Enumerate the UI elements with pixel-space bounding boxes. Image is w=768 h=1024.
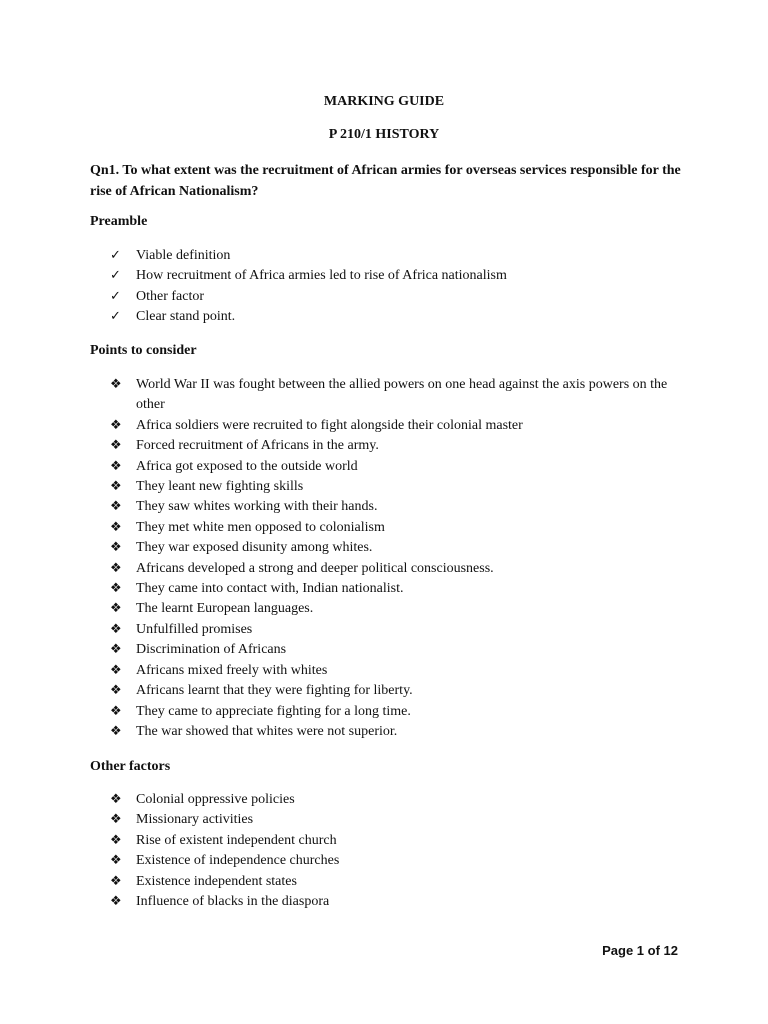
list-item-text: Existence of independence churches (136, 853, 340, 869)
diamond-bullet-icon: ❖ (110, 723, 122, 739)
list-item (110, 477, 690, 497)
list-item (110, 559, 690, 579)
diamond-bullet-icon: ❖ (110, 499, 122, 515)
list-item-text: Africans mixed freely with whites (136, 662, 328, 678)
check-icon: ✓ (110, 288, 121, 304)
list-item-text: They saw whites working with their hands. (136, 499, 378, 515)
list-item-text: Rise of existent independent church (136, 832, 337, 848)
list-item-text: Viable definition (136, 248, 231, 263)
list-item-text: They leant new fighting skills (136, 479, 304, 495)
diamond-bullet-icon: ❖ (110, 894, 122, 910)
list-item-text: Africa soldiers were recruited to fight alongside their colonial master (136, 417, 523, 433)
list-item (110, 661, 690, 681)
list-item-text: They met white men opposed to colonialism (136, 519, 385, 535)
list-item-text: Africans developed a strong and deeper political consciousness. (136, 560, 494, 576)
list-item (110, 872, 690, 892)
diamond-bullet-icon: ❖ (110, 540, 122, 556)
list-item (110, 640, 690, 660)
points-heading: Points to consider (90, 343, 197, 358)
document-subtitle: P 210/1 HISTORY (328, 127, 440, 142)
other-factors-heading: Other factors (90, 759, 171, 774)
preamble-list (110, 246, 690, 328)
diamond-bullet-icon: ❖ (110, 662, 122, 678)
list-item (110, 287, 690, 307)
list-item (110, 599, 690, 619)
list-item-text: Clear stand point. (136, 309, 236, 325)
diamond-bullet-icon: ❖ (110, 601, 122, 617)
list-item (110, 702, 690, 722)
list-item-text: How recruitment of Africa armies led to rise of Africa nationalism (136, 268, 507, 284)
diamond-bullet-icon: ❖ (110, 832, 122, 848)
diamond-bullet-icon: ❖ (110, 873, 122, 889)
check-icon: ✓ (110, 309, 121, 325)
points-list (110, 375, 690, 742)
list-item (110, 375, 690, 416)
diamond-bullet-icon: ❖ (110, 519, 122, 535)
list-item-text: Forced recruitment of Africans in the army. (136, 438, 379, 454)
list-item (110, 810, 690, 830)
diamond-bullet-icon: ❖ (110, 417, 122, 433)
list-item-text: Existence independent states (136, 873, 297, 889)
list-item (110, 497, 690, 517)
list-item (110, 246, 690, 266)
list-item-text: Missionary activities (136, 812, 254, 828)
diamond-bullet-icon: ❖ (110, 377, 122, 392)
diamond-bullet-icon: ❖ (110, 621, 122, 637)
check-icon: ✓ (110, 268, 121, 284)
list-item (110, 790, 690, 810)
list-item-text: Unfulfilled promises (136, 621, 253, 637)
list-item (110, 266, 690, 286)
list-item-text: The war showed that whites were not superior. (136, 723, 398, 739)
diamond-bullet-icon: ❖ (110, 458, 122, 474)
page-number: Page 1 of 12 (602, 943, 678, 958)
list-item-text: They war exposed disunity among whites. (136, 540, 373, 556)
list-item-text: Africa got exposed to the outside world (136, 458, 358, 474)
list-item-text: Other factor (136, 288, 205, 304)
diamond-bullet-icon: ❖ (110, 812, 122, 828)
list-item (110, 307, 690, 327)
check-icon: ✓ (110, 248, 121, 263)
list-item (110, 851, 690, 871)
document-title: MARKING GUIDE (323, 94, 445, 109)
diamond-bullet-icon: ❖ (110, 683, 122, 699)
diamond-bullet-icon: ❖ (110, 438, 122, 454)
list-item (110, 681, 690, 701)
list-item-text: The learnt European languages. (136, 601, 314, 617)
list-item (110, 538, 690, 558)
list-item (110, 831, 690, 851)
list-item (110, 518, 690, 538)
diamond-bullet-icon: ❖ (110, 581, 122, 597)
list-item (110, 457, 690, 477)
list-item-text: They came into contact with, Indian nationalist. (136, 581, 404, 597)
list-item-text: They came to appreciate fighting for a long time. (136, 703, 411, 719)
list-item-text: World War II was fought between the allied powers on one head against the axis powers on the other (136, 377, 668, 413)
other-factors-list (110, 790, 690, 912)
list-item-text: Colonial oppressive policies (136, 792, 295, 807)
list-item-text: Influence of blacks in the diaspora (136, 894, 330, 910)
list-item (110, 436, 690, 456)
diamond-bullet-icon: ❖ (110, 703, 122, 719)
list-item-text: Discrimination of Africans (136, 642, 287, 658)
diamond-bullet-icon: ❖ (110, 642, 122, 658)
list-item (110, 722, 690, 742)
list-item (110, 892, 690, 912)
list-item-text: Africans learnt that they were fighting for liberty. (136, 683, 413, 699)
list-item (110, 620, 690, 640)
diamond-bullet-icon: ❖ (110, 479, 122, 495)
diamond-bullet-icon: ❖ (110, 853, 122, 869)
diamond-bullet-icon: ❖ (110, 560, 122, 576)
question-text: Qn1. To what extent was the recruitment of African armies for overseas services responsible for the rise of African Nationalism? (90, 163, 681, 199)
list-item (110, 579, 690, 599)
preamble-heading: Preamble (90, 214, 148, 229)
diamond-bullet-icon: ❖ (110, 792, 122, 807)
list-item (110, 416, 690, 436)
